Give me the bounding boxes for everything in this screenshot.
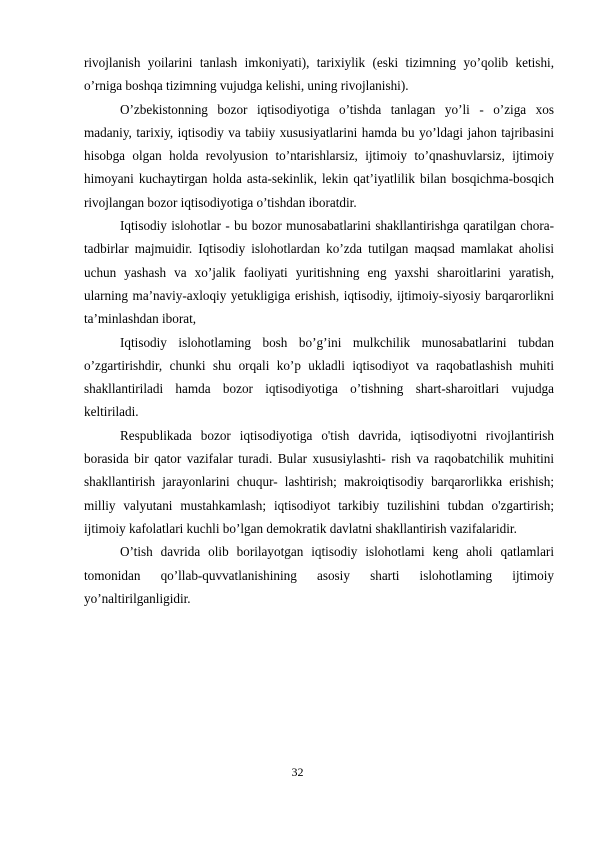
- page-number: 32: [291, 765, 304, 779]
- paragraph-transition-tasks: Respublikada bozor iqtisodiyotiga o'tish davrida, iqtisodiyotni rivojlantirish borasida bir qator vazifalar turadi. Bular xususiylashti- rish va raqobatchilik muhitini shakllantirish jarayonlarini chuqur- lashtirish; makroiqtisodiy barqarorlikka erishish; milliy valyutani mustahkamlash; iqtisodiyot tarkibiy tuzilishini tubdan o'zgartirish; ijtimoiy kafolatlari kuchli bo’lgan demokratik davlatni shakllantirish vazifalaridir.: [84, 427, 554, 536]
- paragraph-ownership-relations: Iqtisodiy islohotlaming bosh bo’g’ini mulkchilik munosabatlarini tubdan o’zgartirishdir, chunki shu orqali ko’p ukladli iqtisodiyot va raqobatlashish muhiti shakllantiriladi hamda bozor iqtisodiyotiga o’tishning shart-sharoitlari vujudga keltiriladi.: [84, 334, 554, 420]
- paragraph-transition-path: O’zbekistonning bozor iqtisodiyotiga o’tishda tanlagan yo’li - o’ziga xos madaniy, tarixiy, iqtisodiy va tabiiy xususiyatlarini hamda bu yo’ldagi jahon tajribasini hisobga olgan holda revolyusion to’ntarishlarsiz, ijtimoiy to’qnashuvlarsiz, ijtimoiy himoyani kuchaytirgan holda asta-sekinlik, lekin qat’iyatlilik bilan bosqichma-bosqich rivojlangan bozor iqtisodiyotiga o’tishdan iboratdir.: [84, 101, 554, 210]
- paragraph-continuation: rivojlanish yoilarini tanlash imkoniyati), tarixiylik (eski tizimning yo’qolib ketishi, o’rniga boshqa tizimning vujudga kelishi, uning rivojlanishi).: [84, 55, 554, 94]
- paragraph-social-orientation: O’tish davrida olib borilayotgan iqtisodiy islohotlami keng aholi qatlamlari tomonidan qo’llab-quvvatlanishining asosiy sharti islohotlaming ijtimoiy yo’naltirilganligidir.: [84, 544, 554, 606]
- body-text: [84, 51, 554, 610]
- paragraph-economic-reforms-definition: Iqtisodiy islohotlar - bu bozor munosabatlarini shakllantirishga qaratilgan chora-tadbirlar majmuidir. Iqtisodiy islohotlardan ko’zda tutilgan maqsad mamlakat aholisi uchun yashash va xo’jalik faoliyati yuritishning eng yaxshi sharoitlarini yaratish, ularning ma’naviy-axloqiy yetukligiga erishish, iqtisodiy, ijtimoiy-siyosiy barqarorlikni ta’minlashdan iborat,: [84, 218, 554, 327]
